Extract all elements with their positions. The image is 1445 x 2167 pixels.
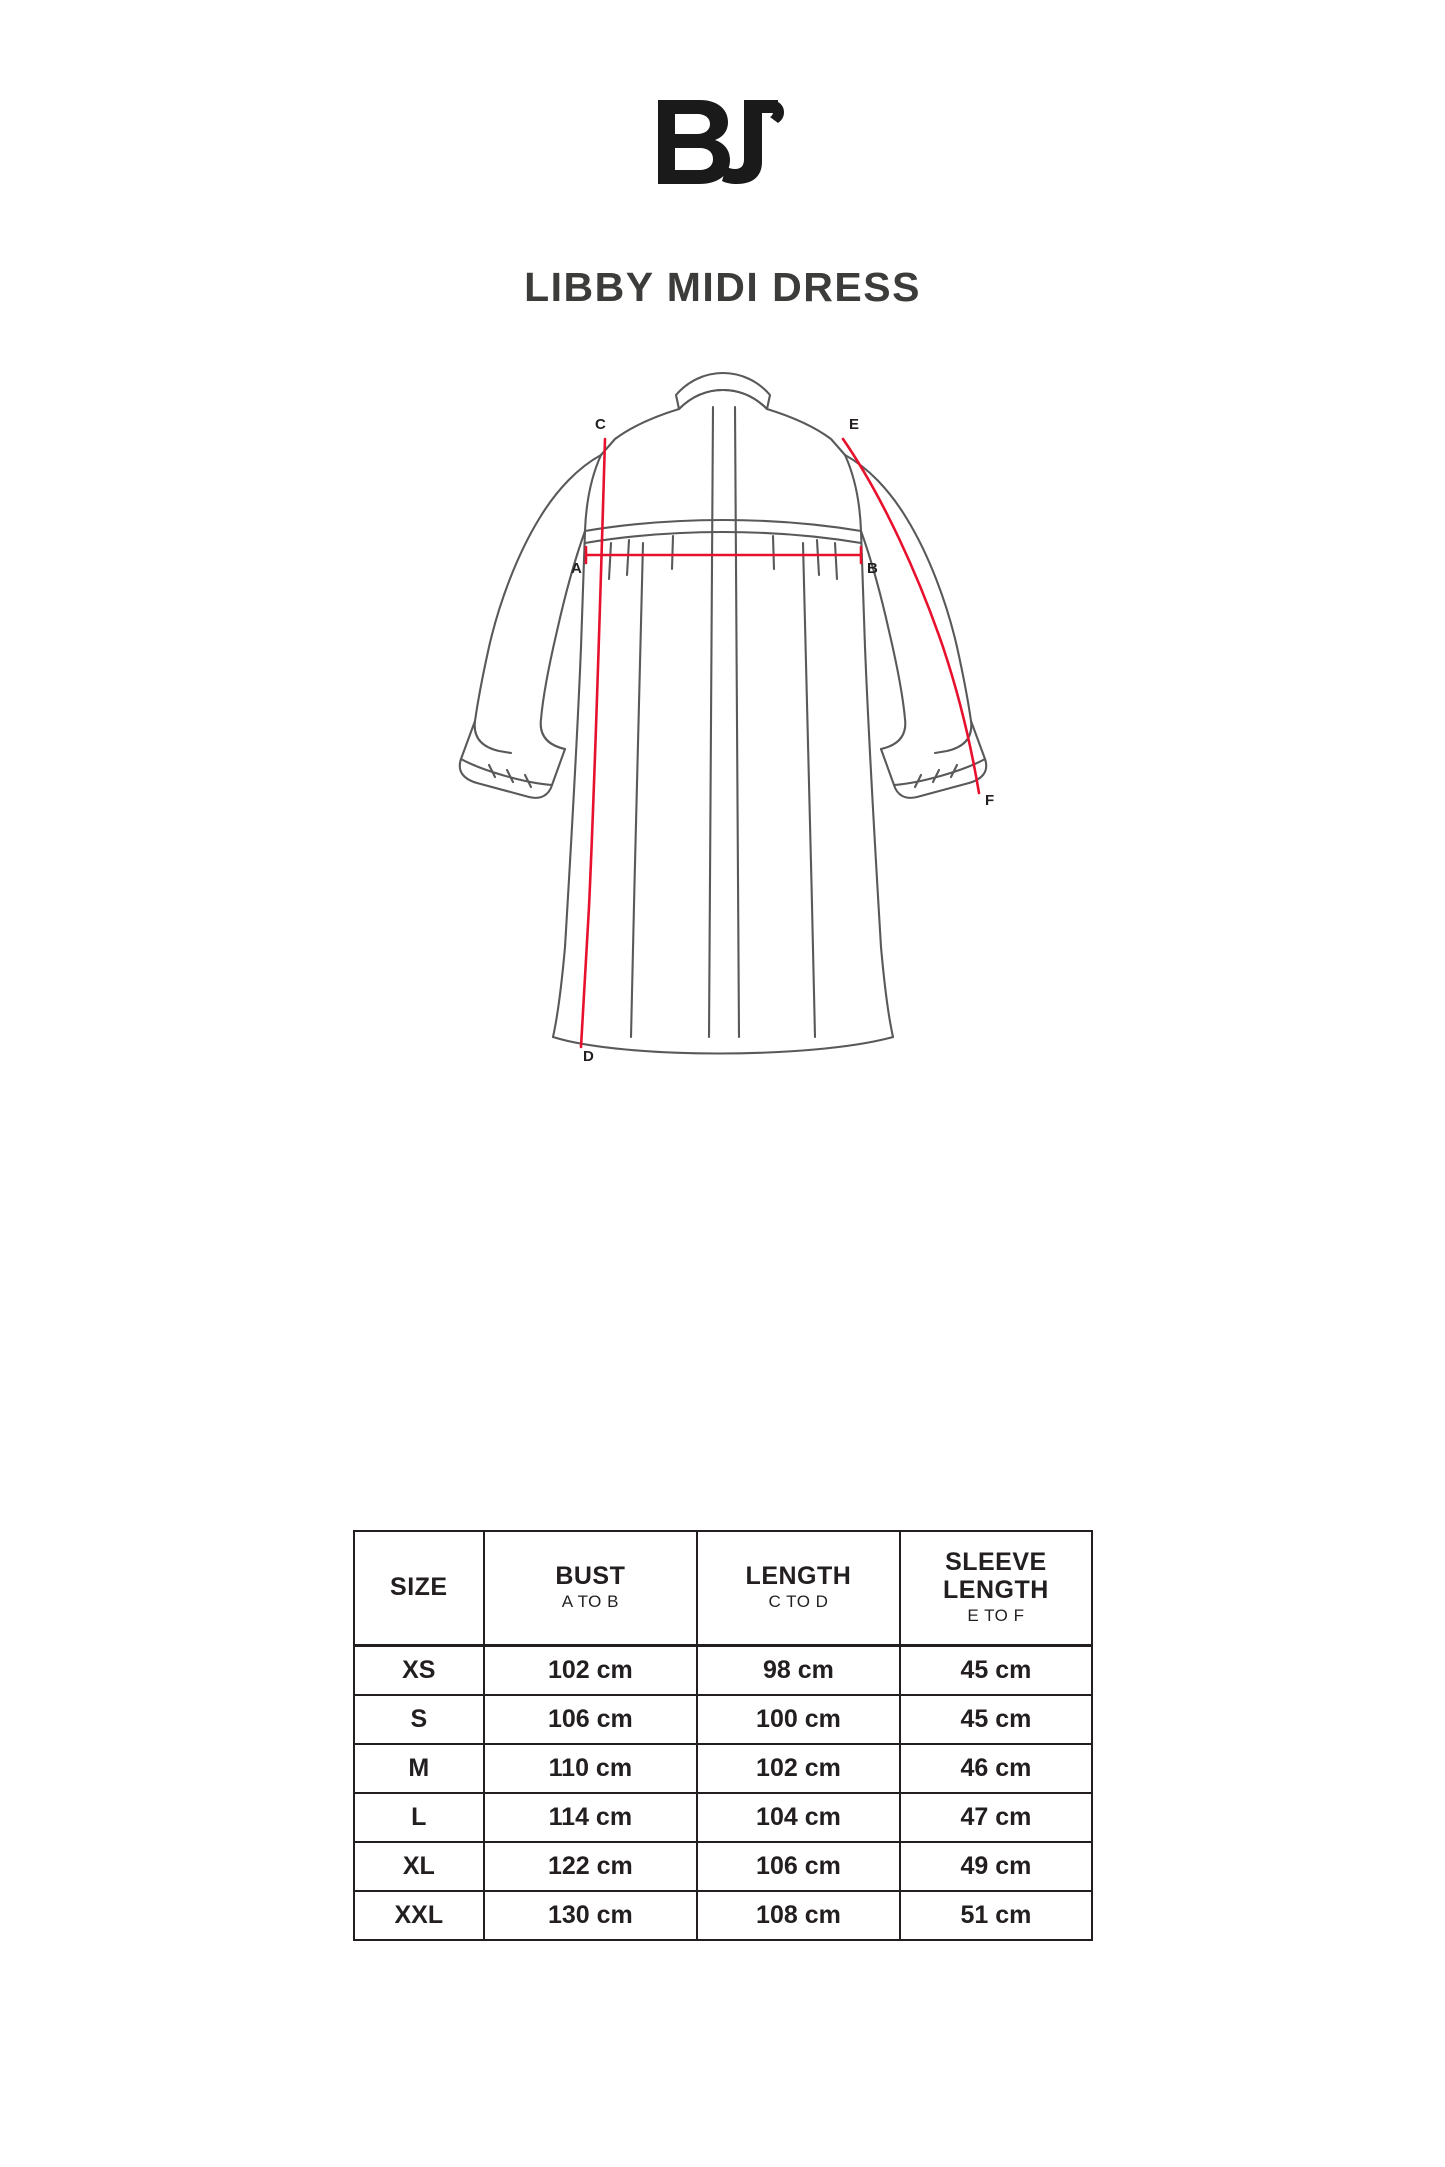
cell-sleeve: 46 cm [900, 1744, 1091, 1793]
cell-sleeve: 51 cm [900, 1891, 1091, 1940]
table-row [354, 1744, 1092, 1793]
cell-length: 98 cm [697, 1646, 901, 1696]
cell-size: S [354, 1695, 485, 1744]
column-header-sleeve-main: SLEEVE LENGTH [943, 1548, 1049, 1604]
cell-sleeve: 47 cm [900, 1793, 1091, 1842]
column-header-size-main: SIZE [390, 1573, 448, 1601]
cell-size: L [354, 1793, 485, 1842]
cell-sleeve: 45 cm [900, 1695, 1091, 1744]
table-row [354, 1793, 1092, 1842]
table-row [354, 1646, 1092, 1696]
cell-length: 102 cm [697, 1744, 901, 1793]
page-title: LIBBY MIDI DRESS [524, 264, 921, 310]
cell-size: M [354, 1744, 485, 1793]
column-header-bust-sub: A TO B [561, 1592, 619, 1611]
cell-bust: 102 cm [484, 1646, 696, 1696]
point-label-d: D [582, 1048, 594, 1065]
point-label-f: F [984, 792, 994, 809]
point-label-a: A [570, 560, 582, 577]
column-header-bust-main: BUST [555, 1562, 626, 1590]
point-label-c: C [594, 416, 606, 433]
point-label-b: B [866, 560, 878, 577]
size-chart-table [353, 1530, 1093, 1941]
cell-length: 106 cm [697, 1842, 901, 1891]
cell-bust: 106 cm [484, 1695, 696, 1744]
size-chart [353, 1530, 1093, 1941]
table-header-row [354, 1531, 1092, 1646]
cell-length: 104 cm [697, 1793, 901, 1842]
cell-sleeve: 49 cm [900, 1842, 1091, 1891]
column-header-bust [484, 1531, 696, 1646]
cell-size: XS [354, 1646, 485, 1696]
table-row [354, 1695, 1092, 1744]
bj-logo [648, 92, 798, 202]
cell-length: 108 cm [697, 1891, 901, 1940]
cell-bust: 110 cm [484, 1744, 696, 1793]
column-header-length-sub: C TO D [768, 1592, 829, 1611]
cell-bust: 114 cm [484, 1793, 696, 1842]
column-header-length [697, 1531, 901, 1646]
cell-size: XL [354, 1842, 485, 1891]
column-header-size [354, 1531, 485, 1646]
cell-bust: 130 cm [484, 1891, 696, 1940]
point-label-e: E [848, 416, 859, 433]
column-header-length-main: LENGTH [745, 1562, 852, 1590]
dress-technical-drawing [343, 347, 1103, 1067]
cell-length: 100 cm [697, 1695, 901, 1744]
cell-bust: 122 cm [484, 1842, 696, 1891]
column-header-sleeve-length [900, 1531, 1091, 1646]
cell-size: XXL [354, 1891, 485, 1940]
table-row [354, 1842, 1092, 1891]
cell-sleeve: 45 cm [900, 1646, 1091, 1696]
column-header-sleeve-sub: E TO F [967, 1606, 1025, 1625]
table-row [354, 1891, 1092, 1940]
